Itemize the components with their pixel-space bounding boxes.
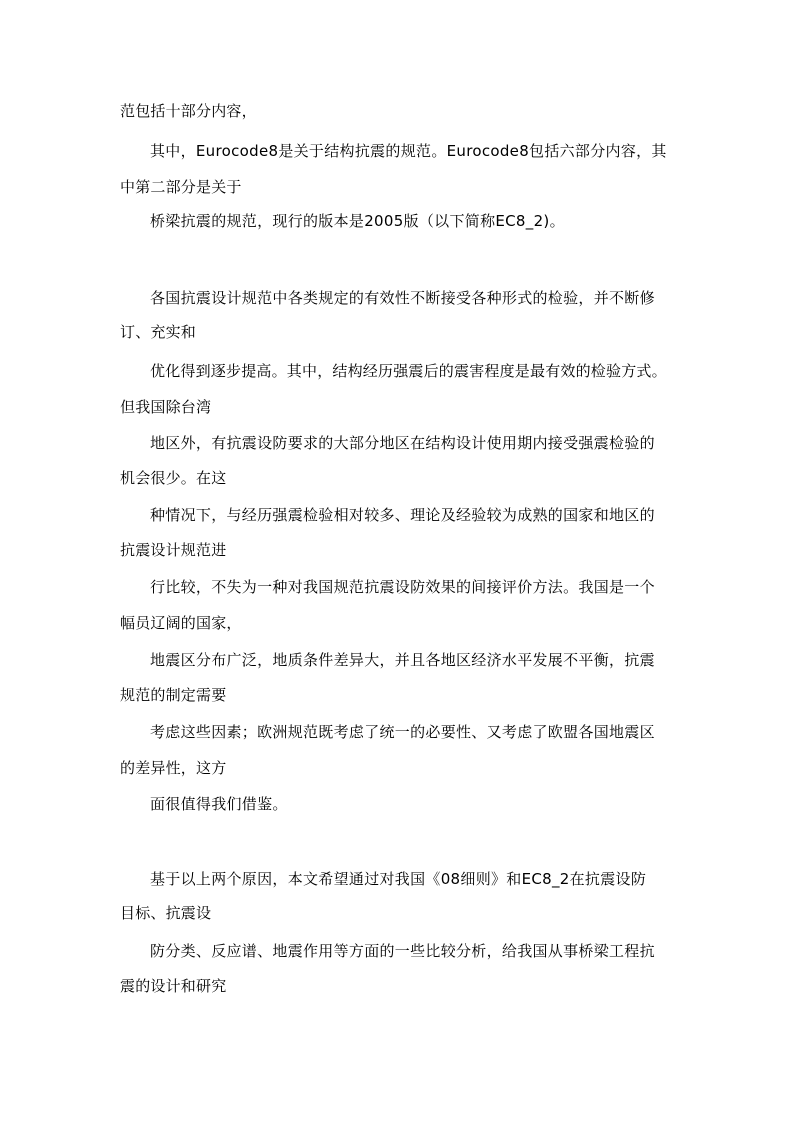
text-line: 桥梁抗震的规范，现行的版本是2005版（以下简称EC8_2)。 — [150, 212, 565, 230]
text-line: 幅员辽阔的国家， — [120, 614, 242, 632]
text-line: 地区外，有抗震设防要求的大部分地区在结构设计使用期内接受强震检验的 — [150, 434, 655, 452]
text-line: 规范的制定需要 — [120, 686, 227, 704]
text-line: 抗震设计规范进 — [120, 541, 227, 559]
text-line: 的差异性，这方 — [120, 759, 227, 777]
text-line: 行比较，不失为一种对我国规范抗震设防效果的间接评价方法。我国是一个 — [150, 578, 655, 596]
text-line: 种情况下，与经历强震检验相对较多、理论及经验较为成熟的国家和地区的 — [150, 506, 655, 524]
text-line: 目标、抗震设 — [120, 904, 212, 922]
text-line: 防分类、反应谱、地震作用等方面的一些比较分析，给我国从事桥梁工程抗 — [150, 942, 655, 960]
text-line: 基于以上两个原因，本文希望通过对我国《08细则》和EC8_2在抗震设防 — [150, 870, 647, 888]
text-line: 震的设计和研究 — [120, 977, 227, 995]
text-line: 中第二部分是关于 — [120, 178, 242, 196]
text-line: 订、充实和 — [120, 323, 197, 341]
text-line: 机会很少。在这 — [120, 469, 227, 487]
text-line: 其中，Eurocode8是关于结构抗震的规范。Eurocode8包括六部分内容，其 — [150, 142, 667, 160]
text-line: 但我国除台湾 — [120, 398, 212, 416]
text-line: 范包括十部分内容， — [120, 102, 257, 120]
text-line: 考虑这些因素；欧洲规范既考虑了统一的必要性、又考虑了欧盟各国地震区 — [150, 723, 655, 741]
text-line: 面很值得我们借鉴。 — [150, 795, 288, 813]
text-line: 优化得到逐步提高。其中，结构经历强震后的震害程度是最有效的检验方式。 — [150, 362, 667, 380]
text-line: 各国抗震设计规范中各类规定的有效性不断接受各种形式的检验，并不断修 — [150, 289, 655, 307]
text-line: 地震区分布广泛，地质条件差异大，并且各地区经济水平发展不平衡，抗震 — [150, 651, 655, 669]
